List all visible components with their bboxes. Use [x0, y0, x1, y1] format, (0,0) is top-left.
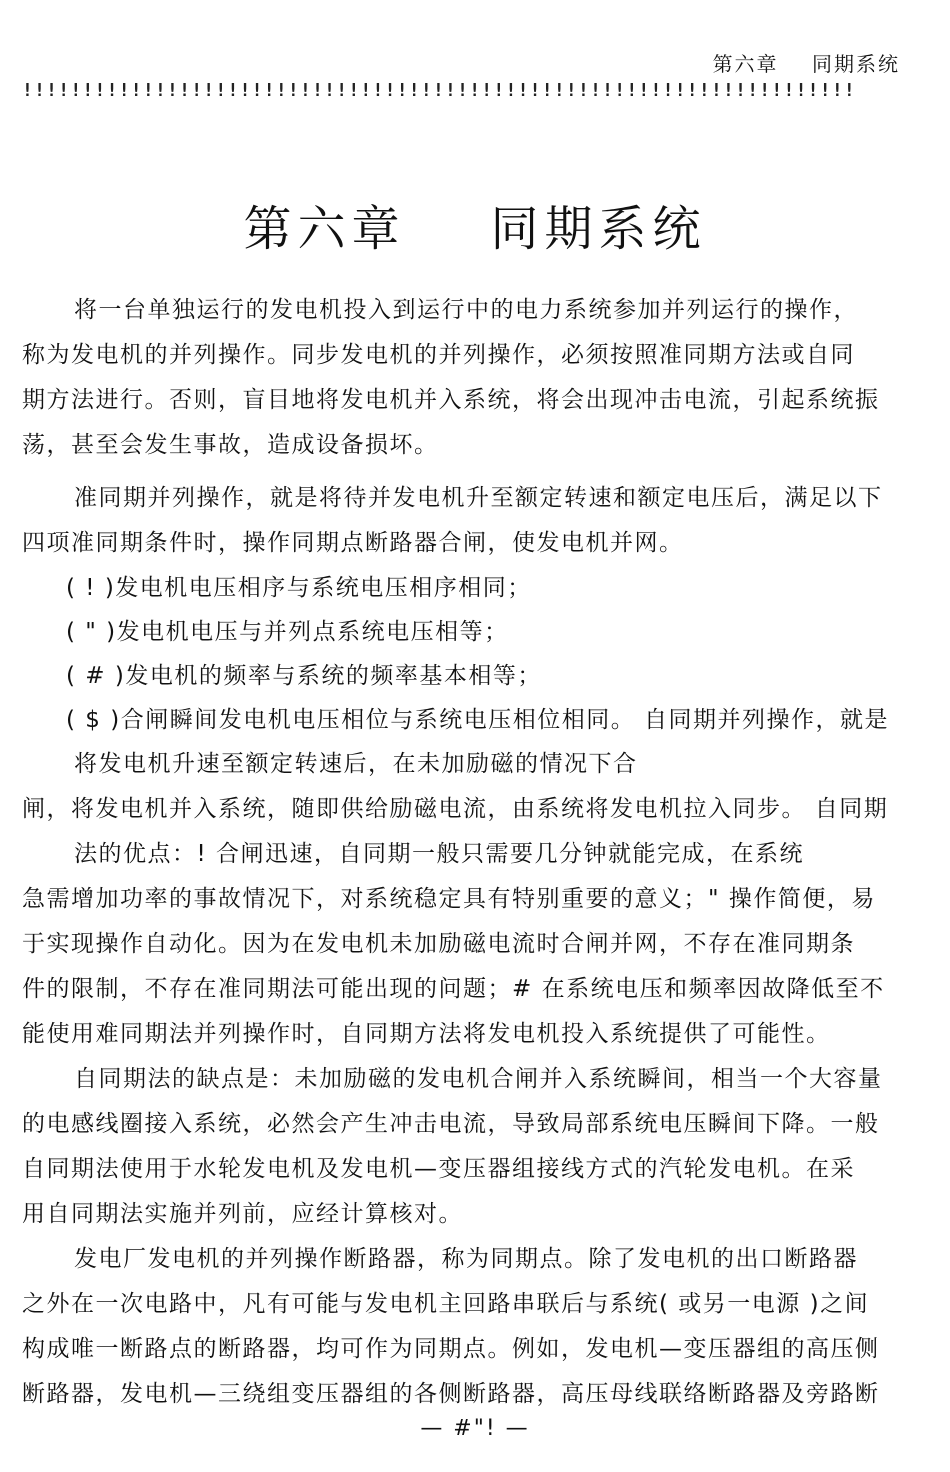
text-line: 准同期并列操作，就是将待并发电机升至额定转速和额定电压后，满足以下: [74, 485, 883, 511]
condition-item: ( ! )发电机电压相序与系统电压相序相同；: [66, 575, 532, 601]
text-line: 于实现操作自动化。因为在发电机未加励磁电流时合闸并网，不存在准同期条: [22, 931, 855, 957]
header-separator-rule: !!!!!!!!!!!!!!!!!!!!!!!!!!!!!!!!!!!!!!!!!!!!!!!!!!!!!!!!!!!!!!!!!!!!!: [22, 80, 856, 101]
text-line: 称为发电机的并列操作。同步发电机的并列操作，必须按照准同期方法或自同: [22, 342, 855, 368]
condition-list: [22, 566, 932, 742]
text-line: 自同期法的缺点是：未加励磁的发电机合闸并入系统瞬间，相当一个大容量: [74, 1066, 883, 1092]
text-line: 急需增加功率的事故情况下，对系统稳定具有特别重要的意义；" 操作简便，易: [22, 886, 876, 912]
paragraph-quasi-sync: [22, 476, 932, 566]
condition-item: ( # )发电机的频率与系统的频率基本相等；: [66, 663, 542, 689]
text-line: 自同期法使用于水轮发电机及发电机—变压器组接线方式的汽轮发电机。在采: [22, 1156, 855, 1182]
text-line: 断路器，发电机—三绕组变压器组的各侧断路器，高压母线联络断路器及旁路断: [22, 1381, 880, 1407]
text-line: 的电感线圈接入系统，必然会产生冲击电流，导致局部系统电压瞬间下降。一般: [22, 1111, 880, 1137]
page-number: — #"! —: [420, 1416, 530, 1441]
text-line: 期方法进行。否则，盲目地将发电机并入系统，将会出现冲击电流，引起系统振: [22, 387, 880, 413]
paragraph-drawbacks: [22, 1057, 932, 1237]
paragraph-self-sync: [22, 742, 932, 1057]
text-line: 构成唯一断路点的断路器，均可作为同期点。例如，发电机—变压器组的高压侧: [22, 1336, 880, 1362]
text-line: 荡，甚至会发生事故，造成设备损坏。: [22, 432, 439, 458]
text-line: 发电厂发电机的并列操作断路器，称为同期点。除了发电机的出口断路器: [74, 1246, 858, 1272]
condition-item: ( $ )合闸瞬间发电机电压相位与系统电压相位相同。 自同期并列操作，就是: [66, 707, 890, 733]
running-header: 第六章 同期系统: [712, 52, 900, 76]
text-line: 四项准同期条件时，操作同期点断路器合闸，使发电机并网。: [22, 530, 684, 556]
text-line: 用自同期法实施并列前，应经计算核对。: [22, 1201, 463, 1227]
condition-item: ( " )发电机电压与并列点系统电压相等；: [66, 619, 509, 645]
text-line: 闸，将发电机并入系统，随即供给励磁电流，由系统将发电机拉入同步。 自同期: [22, 796, 889, 822]
text-line: 能使用难同期法并列操作时，自同期方法将发电机投入系统提供了可能性。: [22, 1021, 831, 1047]
chapter-title: 第六章 同期系统: [243, 201, 707, 258]
paragraph-sync-point: [22, 1237, 932, 1417]
text-line: 件的限制，不存在准同期法可能出现的问题；# 在系统电压和频率因故降低至不: [22, 976, 885, 1002]
text-line: 将发电机升速至额定转速后，在未加励磁的情况下合: [74, 751, 638, 777]
body-text: [22, 288, 932, 1417]
text-line: 将一台单独运行的发电机投入到运行中的电力系统参加并列运行的操作，: [74, 297, 858, 323]
paragraph-intro: [22, 288, 932, 468]
text-line: 之外在一次电路中，凡有可能与发电机主回路串联后与系统( 或另一电源 )之间: [22, 1291, 870, 1317]
text-line: 法的优点：! 合闸迅速，自同期一般只需要几分钟就能完成，在系统: [74, 841, 805, 867]
